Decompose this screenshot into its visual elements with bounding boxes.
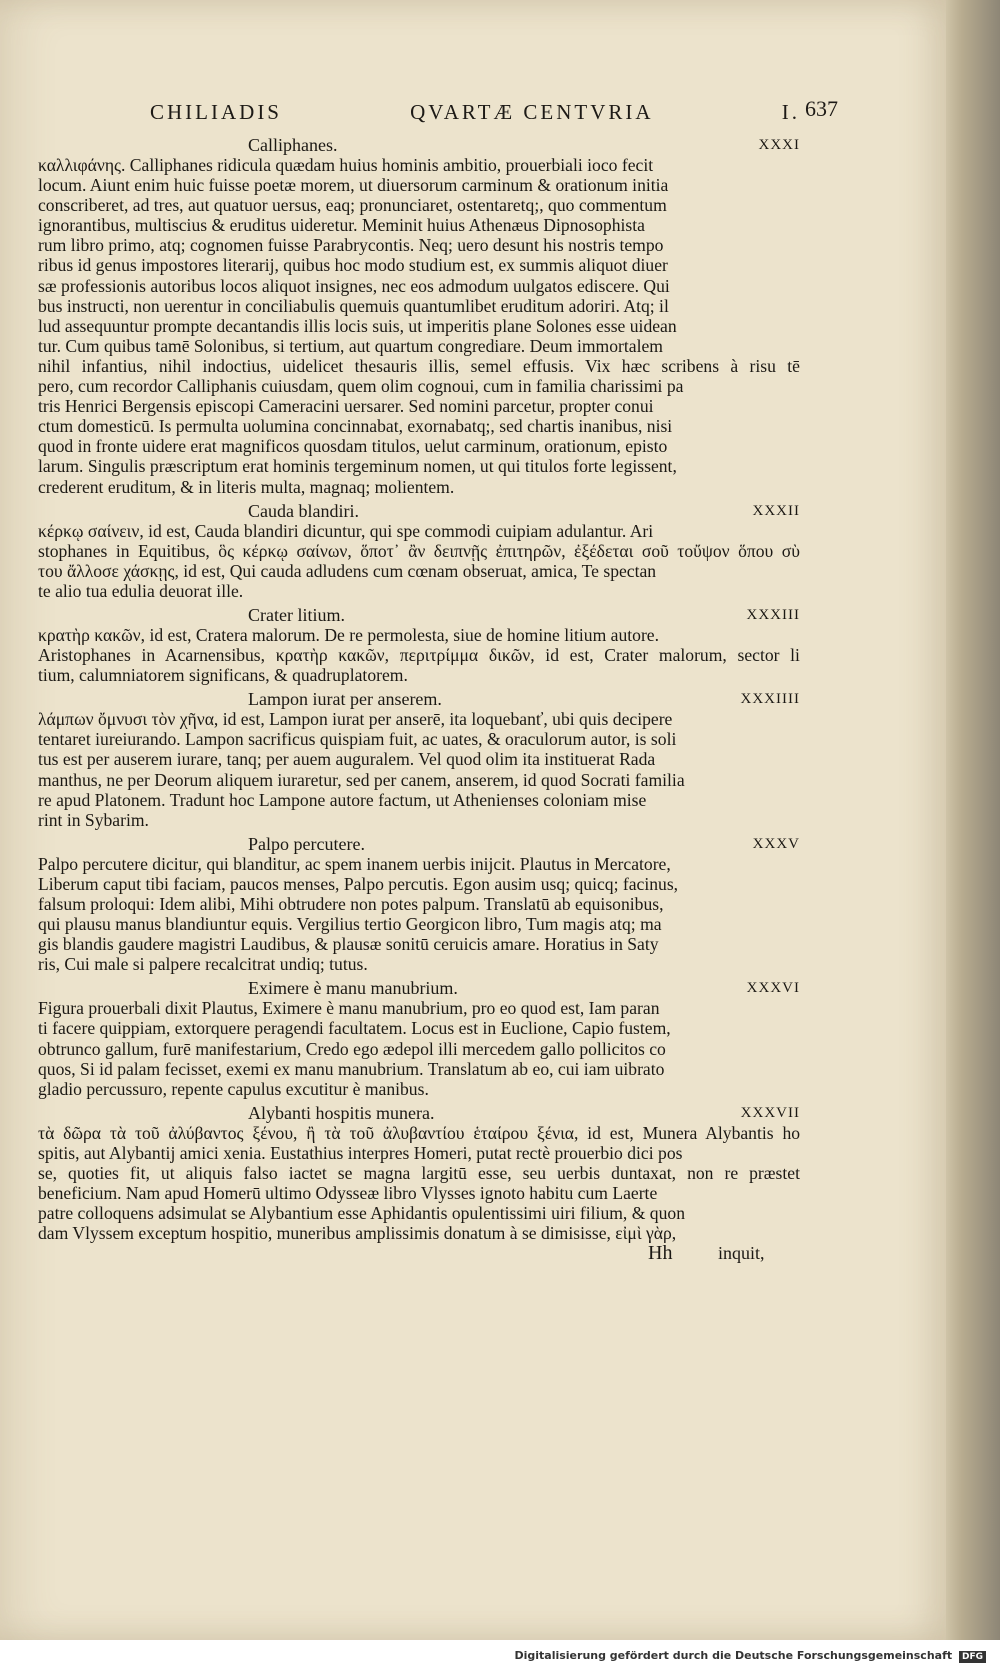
section-title: Palpo percutere. — [248, 833, 365, 854]
section-heading — [38, 689, 800, 709]
text-line: se, quoties fit, ut aliquis falso iactet se magna largitū esse, seu uerbis duntaxat, non re præstet — [38, 1163, 800, 1184]
text-line: καλλιφάνης. Calliphanes ridicula quædam huius hominis ambitio, prouerbiali ioco fecit — [38, 155, 654, 175]
text-line: tus est per auserem iurare, tanq; per auem auguralem. Vel quod olim ita instituerat Rada — [38, 749, 656, 770]
section-heading — [38, 501, 800, 521]
text-line: te alio tua edulia deuorat ille. — [38, 580, 244, 601]
text-line: κρατὴρ κακῶν, id est, Cratera malorum. De re permolesta, siue de homine litium autore. — [38, 624, 660, 645]
text-line: τὰ δῶρα τὰ τοῦ ἀλύβαντος ξένου, ἢ τὰ τοῦ ἀλυβαντίου ἑταίρου ξένια, id est, Munera Alybantis ho — [38, 1122, 800, 1143]
text-line: gis blandis gaudere magistri Laudibus, & plausæ sonitū ceruicis amare. Horatius in Saty — [38, 934, 659, 955]
text-line: conscriberet, ad tres, aut quatuor uersus, eaq; pronunciaret, ostentaretq;, quo commentum — [38, 195, 667, 216]
section-number: XXXIIII — [740, 691, 800, 708]
section-heading — [38, 605, 800, 625]
text-line: dam Vlyssem exceptum hospitio, muneribus amplissimis donatum à se dimisisse, εἰμὶ γὰρ, — [38, 1223, 677, 1244]
text-line: sæ professionis autoribus locos aliquot insignes, nec eos admodum uulgatos ediscere. Qui — [38, 275, 670, 296]
text-line: quod in fronte uidere erat magnificos quosdam titulos, uelut carminum, orationum, episto — [38, 436, 668, 457]
running-head-left: CHILIADIS — [150, 100, 282, 124]
digitization-footer — [0, 1640, 1000, 1672]
section-title: Crater litium. — [248, 604, 345, 625]
text-line: tentaret iureiurando. Lampon sacrificus quispiam fuit, ac uates, & oraculorum autor, is soli — [38, 729, 677, 750]
catchline — [38, 1243, 800, 1265]
section-heading — [38, 978, 800, 998]
text-line: gladio percussuro, repente capulus excutitur è manibus. — [38, 1078, 429, 1099]
text-line: Palpo percutere dicitur, qui blanditur, ac spem inanem uerbis inijcit. Plautus in Mercatore, — [38, 853, 671, 874]
text-line: tium, calumniatorem significans, & quadruplatorem. — [38, 665, 408, 686]
text-line: rint in Sybarim. — [38, 809, 149, 830]
signature-mark: Hh — [648, 1242, 673, 1265]
section-number: XXXVI — [746, 980, 800, 997]
text-line: tur. Cum quibus tamē Solonibus, si tertium, aut quartum congrediare. Deum immortalem — [38, 335, 663, 356]
text-line: larum. Singulis præscriptum erat hominis tergeminum nomen, ut qui titulos forte legissent, — [38, 456, 677, 477]
body-text — [38, 131, 800, 1265]
text-line: re apud Platonem. Tradunt hoc Lampone autore factum, ut Athenienses coloniam mise — [38, 789, 647, 810]
text-line: patre colloquens adsimulat se Alybantium esse Aphidantis opulentissimi uiri filium, & quon — [38, 1203, 685, 1224]
page-fore-edge — [946, 0, 1000, 1640]
text-line: ignorantibus, multiscius & eruditus uideretur. Meminit huius Athenæus Dipnosophista — [38, 215, 645, 236]
section-title: Lampon iurat per anserem. — [248, 689, 442, 710]
text-line: Aristophanes in Acarnensibus, κρατὴρ κακῶν, περιτρίμμα δικῶν, id est, Crater malorum, sector li — [38, 645, 800, 666]
section-title: Cauda blandiri. — [248, 500, 359, 521]
running-head — [150, 100, 800, 125]
text-line: tris Henrici Bergensis episcopi Cameracini uersarer. Sed nomini parcetur, propter conui — [38, 396, 654, 417]
running-head-center: QVARTÆ CENTVRIA — [410, 100, 654, 124]
section-number: XXXII — [752, 502, 800, 519]
text-line: manthus, ne per Deorum aliquem iuraretur, sed per canem, anserem, id quod Socrati familia — [38, 769, 685, 790]
section-title: Alybanti hospitis munera. — [248, 1102, 435, 1123]
text-line: κέρκῳ σαίνειν, id est, Cauda blandiri dicuntur, qui spe commodi cuipiam adulantur. Ari — [38, 520, 654, 541]
section-number: XXXV — [752, 835, 800, 852]
text-line: locum. Aiunt enim huic fuisse poetæ morem, ut diuersorum carminum & orationum initia — [38, 175, 669, 196]
text-line: stophanes in Equitibus, ὃς κέρκῳ σαίνων, ὅποτ᾽ ἂν δειπνῇς ἐπιτηρῶν, ἐξέδεται σοῦ τοὔψον ὅπου σὺ — [38, 540, 800, 561]
text-line: qui plausu manus blandiuntur equis. Vergilius tertio Georgicon libro, Tum magis atq; ma — [38, 914, 662, 935]
section-number: XXXIII — [746, 606, 800, 623]
text-line: nihil infantius, nihil indoctius, uidelicet thesauris illis, semel effusis. Vix hæc scribens à risu tē — [38, 355, 800, 376]
text-line: λάμπων ὄμνυσι τὸν χῆνα, id est, Lampon iurat per anserē, ita loquebanť, ubi quis decipere — [38, 709, 673, 730]
text-line: pero, cum recordor Calliphanis cuiusdam, quem olim cognoui, cum in familia charissimi pa — [38, 376, 684, 397]
text-line: lud assequuntur prompte decantandis illis locis suis, ut imperitis plane Solones esse uidean — [38, 315, 677, 336]
text-line: ti facere quippiam, extorquere peragendi facultatem. Locus est in Euclione, Capio fustem, — [38, 1018, 671, 1039]
text-line: quos, Si id palam fecisset, exemi ex manu manubrium. Translatum ab eo, cui iam uibrato — [38, 1058, 665, 1079]
text-line: rum libro primo, atq; cognomen fuisse Parabrycontis. Neq; uero desunt his nostris tempo — [38, 235, 664, 256]
text-line: του ἄλλοσε χάσκῃς, id est, Qui cauda adludens cum cœnam obseruat, amica, Te spectan — [38, 560, 657, 581]
text-line: obtrunco gallum, furē manifestarium, Credo ego ædepol illi mercedem gallo pollicitos co — [38, 1038, 666, 1059]
text-line: Figura prouerbali dixit Plautus, Eximere è manu manubrium, pro eo quod est, Iam paran — [38, 998, 660, 1019]
running-head-right: I. — [781, 100, 800, 124]
section-heading — [38, 834, 800, 854]
text-line: ribus id genus impostores literarij, quibus hoc modo studium est, ex summis aliquot diuer — [38, 255, 668, 276]
text-line: ctum domesticū. Is permulta uolumina concinnabat, exornabatq;, sed chartis inanibus, nisi — [38, 416, 673, 437]
text-line: ris, Cui male si palpere recalcitrat undiq; tutus. — [38, 954, 368, 975]
text-line: falsum proloqui: Idem alibi, Mihi obtrudere non potes palpum. Translatū ab equisonibus, — [38, 894, 664, 914]
text-line: beneficium. Nam apud Homerū ultimo Odysseæ libro Vlysses ignoto habitu cum Laerte — [38, 1183, 658, 1204]
section-number: XXXVII — [740, 1104, 800, 1121]
catchword: inquit, — [718, 1243, 765, 1264]
section-title: Calliphanes. — [248, 135, 338, 155]
text-line: bus instructi, non uerentur in conciliabulis quemuis quantumlibet eruditum adoriri. Atq; il — [38, 295, 669, 316]
page-number: 637 — [805, 96, 838, 121]
text-line: Liberum caput tibi faciam, paucos menses, Palpo percutis. Egon ausim usq; quicq; facinus, — [38, 873, 679, 894]
footer-credit — [514, 1649, 986, 1663]
dfg-logo-icon: DFG — [959, 1651, 986, 1663]
section-number: XXXI — [758, 137, 800, 153]
section-title: Eximere è manu manubrium. — [248, 978, 458, 999]
section-heading — [38, 1103, 800, 1123]
section-heading — [38, 135, 800, 155]
text-line: spitis, aut Alybantij amici xenia. Eustathius interpres Homeri, putat rectè prouerbio dici pos — [38, 1142, 683, 1163]
text-line: crederent eruditum, & in literis multa, magnaq; molientem. — [38, 476, 455, 497]
footer-credit-text: Digitalisierung gefördert durch die Deutsche Forschungsgemeinschaft — [514, 1649, 953, 1662]
